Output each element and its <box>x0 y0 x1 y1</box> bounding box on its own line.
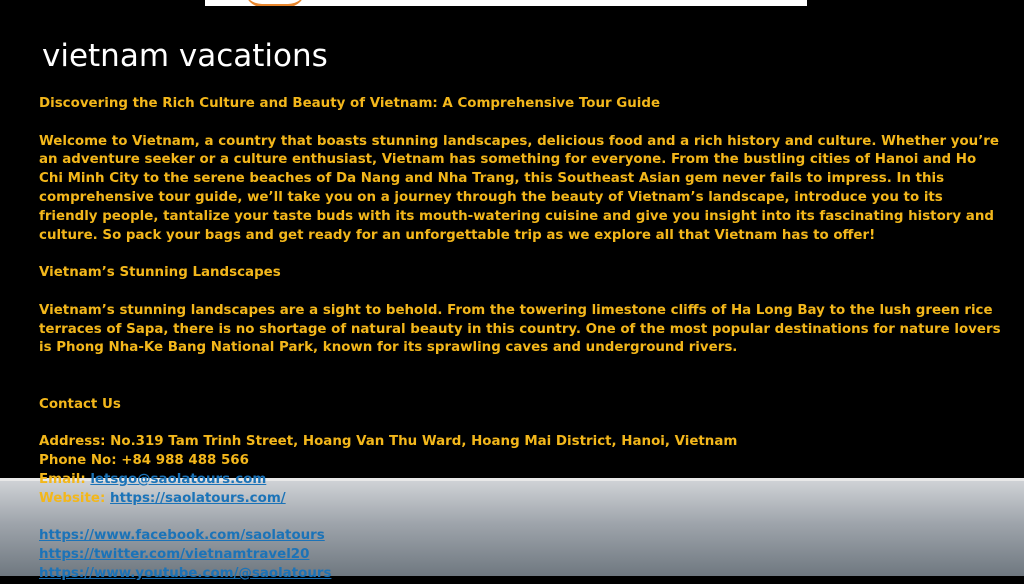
email-label: Email: <box>39 471 91 487</box>
article-intro: Welcome to Vietnam, a country that boasts stunning landscapes, delicious food and a rich history and culture. Whether you’re an adventure seeker or a culture enthusiast, Vietnam has something for everyone. From the bustling cities of Hanoi and Ho Chi Minh City to the serene beaches of Da Nang and Nha Trang, this Southeast Asian gem never fails to impress. In this comprehensive tour guide, we’ll take you on a journey through the beauty of Vietnam’s landscape, introduce you to its friendly people, tantalize your taste buds with its mouth-watering cuisine and give you insight into its fascinating history and culture. So pack your bags and get ready for an unforgettable trip as we explore all that Vietnam has to offer! <box>39 133 999 243</box>
email-link[interactable]: letsgo@saolatours.com <box>90 471 267 487</box>
section-heading: Vietnam’s Stunning Landscapes <box>39 265 281 281</box>
facebook-link-row <box>39 527 1001 546</box>
contact-website-row <box>39 490 1001 509</box>
article-heading: Discovering the Rich Culture and Beauty of Vietnam: A Comprehensive Tour Guide <box>39 96 661 111</box>
contact-email-row <box>39 471 1001 490</box>
contact-phone: Phone No: +84 988 488 566 <box>39 453 249 469</box>
website-link[interactable]: https://saolatours.com/ <box>110 490 286 506</box>
youtube-link[interactable]: https://www.youtube.com/@saolatours <box>39 565 332 581</box>
section-body: Vietnam’s stunning landscapes are a sight to behold. From the towering limestone cliffs of Ha Long Bay to the lush green rice terraces of Sapa, there is no shortage of natural beauty in this country. One of the most popular destinations for nature lovers is Phong Nha-Ke Bang National Park, known for its sprawling caves and underground rivers. <box>39 302 1001 356</box>
contact-heading: Contact Us <box>39 396 121 412</box>
contact-address: Address: No.319 Tam Trinh Street, Hoang Van Thu Ward, Hoang Mai District, Hanoi, Vietnam <box>39 434 738 450</box>
top-banner-image <box>205 0 807 6</box>
slide-title: vietnam vacations <box>42 38 328 74</box>
facebook-link[interactable]: https://www.facebook.com/saolatours <box>39 528 325 544</box>
slide-content <box>39 95 1001 584</box>
banner-arc-graphic <box>245 0 305 6</box>
twitter-link-row <box>39 546 1001 565</box>
youtube-link-row <box>39 565 1001 584</box>
twitter-link[interactable]: https://twitter.com/vietnamtravel20 <box>39 547 310 563</box>
website-label: Website: <box>39 490 111 506</box>
